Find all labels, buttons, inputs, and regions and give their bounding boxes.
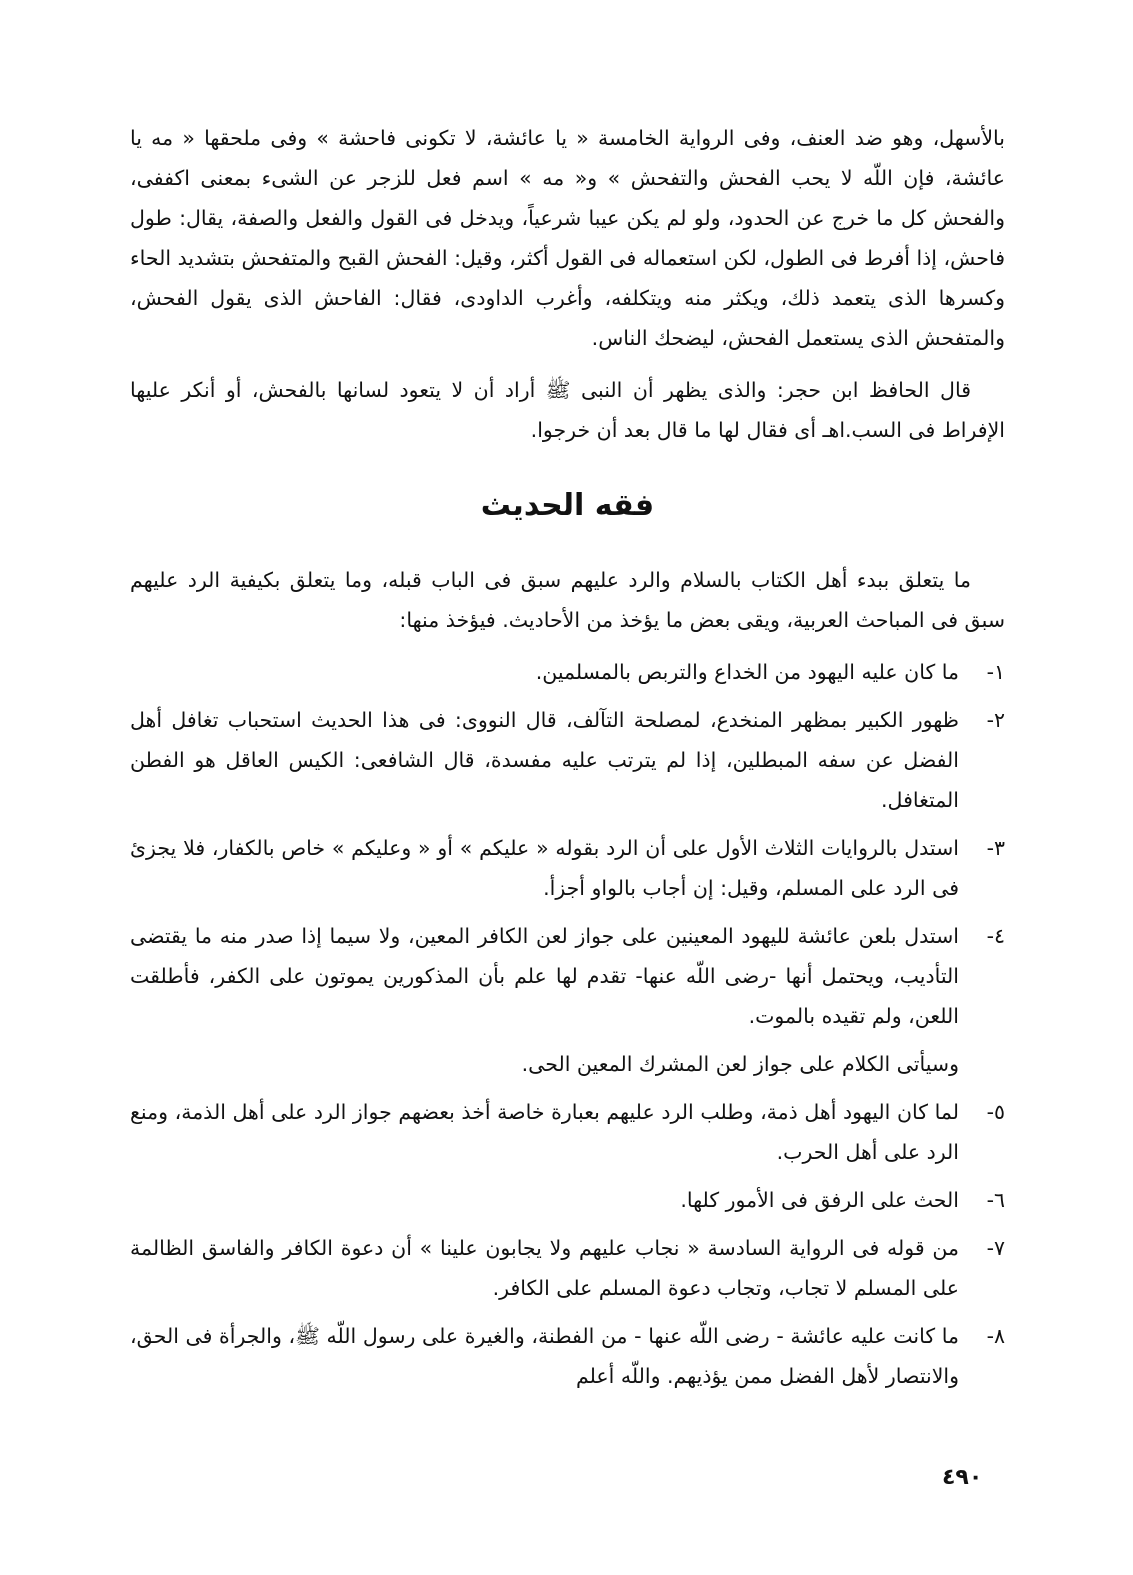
list-item-number: ٤- — [986, 924, 1005, 948]
list-note — [130, 1044, 1005, 1084]
list-item-text: من قوله فى الرواية السادسة « نجاب عليهم ولا يجابون علينا » أن دعوة الكافر والفاسق الظالمة على المسلم لا تجاب، وتجاب دعوة المسلم على الكافر. — [130, 1236, 959, 1300]
page-number: ٤٩٠ — [942, 1465, 983, 1490]
list-item-text: لما كان اليهود أهل ذمة، وطلب الرد عليهم بعبارة خاصة أخذ بعضهم جواز الرد على أهل الذمة، ومنع الرد على أهل الحرب. — [130, 1100, 959, 1164]
list-item — [130, 700, 1005, 820]
list-item-text: استدل بالروايات الثلاث الأول على أن الرد بقوله « عليكم » أو « وعليكم » خاص بالكفار، فلا يجزئ فى الرد على المسلم، وقيل: إن أجاب بالواو أجزأ. — [130, 836, 959, 900]
list-item-number: ٣- — [986, 836, 1005, 860]
list-item — [130, 1180, 1005, 1220]
list-item-text: ما كان عليه اليهود من الخداع والتربص بالمسلمين. — [535, 660, 959, 684]
list-item — [130, 652, 1005, 692]
intro-paragraph-2: قال الحافظ ابن حجر: والذى يظهر أن النبى ﷺ أراد أن لا يتعود لسانها بالفحش، أو أنكر عليها الإفراط فى السب.اهـ أى فقال لها ما قال بعد أن خرجوا. — [130, 378, 1005, 442]
list-item-text: الحث على الرفق فى الأمور كلها. — [680, 1188, 959, 1212]
list-item — [130, 1092, 1005, 1172]
list-item-number: ٨- — [986, 1324, 1005, 1348]
list-item-number: ٢- — [986, 708, 1005, 732]
list-item-text: ما كانت عليه عائشة - رضى اللّه عنها - من الفطنة، والغيرة على رسول اللّه ﷺ، والجرأة فى الحق، والانتصار لأهل الفضل ممن يؤذيهم. واللّه أعلم — [130, 1324, 959, 1388]
list-item-number: ١- — [986, 660, 1005, 684]
list-note-text: وسيأتى الكلام على جواز لعن المشرك المعين الحى. — [521, 1052, 959, 1076]
list-item-text: استدل بلعن عائشة لليهود المعينين على جواز لعن الكافر المعين، ولا سيما إذا صدر منه ما يقتضى التأديب، ويحتمل أنها -رضى اللّه عنها- تقدم لها علم بأن المذكورين يموتون على الكفر، فأطلقت اللعن، ولم تقيده بالموت. — [130, 924, 959, 1028]
page-content — [130, 118, 1005, 1404]
list-item — [130, 916, 1005, 1036]
list-item — [130, 828, 1005, 908]
benefits-list — [130, 652, 1005, 1396]
list-item-number: ٦- — [986, 1188, 1005, 1212]
list-item-number: ٧- — [986, 1236, 1005, 1260]
list-item — [130, 1228, 1005, 1308]
list-item-text: ظهور الكبير بمظهر المنخدع، لمصلحة التآلف، قال النووى: فى هذا الحديث استحباب تغافل أهل الفضل عن سفه المبطلين، إذا لم يترتب عليه مفسدة، قال الشافعى: الكيس العاقل هو الفطن المتغافل. — [130, 708, 959, 812]
list-item-number: ٥- — [986, 1100, 1005, 1124]
list-item — [130, 1316, 1005, 1396]
intro-paragraph-1: بالأسهل، وهو ضد العنف، وفى الرواية الخامسة « يا عائشة، لا تكونى فاحشة » وفى ملحقها « مه يا عائشة، فإن اللّه لا يحب الفحش والتفحش » و« مه » اسم فعل للزجر عن الشىء بمعنى اكففى، والفحش كل ما خرج عن الحدود، ولو لم يكن عيبا شرعياً، ويدخل فى القول والفعل والصفة، يقال: طول فاحش، إذا أفرط فى الطول، لكن استعماله فى القول أكثر، وقيل: الفحش القبح والمتفحش بتشديد الحاء وكسرها الذى يتعمد ذلك، ويكثر منه ويتكلفه، وأغرب الداودى، فقال: الفاحش الذى يقول الفحش، والمتفحش الذى يستعمل الفحش، ليضحك الناس. — [130, 126, 1005, 350]
section-intro-paragraph: ما يتعلق ببدء أهل الكتاب بالسلام والرد عليهم سبق فى الباب قبله، وما يتعلق بكيفية الرد عليهم سبق فى المباحث العربية، ويقى بعض ما يؤخذ من الأحاديث. فيؤخذ منها: — [130, 568, 1005, 632]
section-heading: فقه الحديث — [480, 488, 655, 523]
